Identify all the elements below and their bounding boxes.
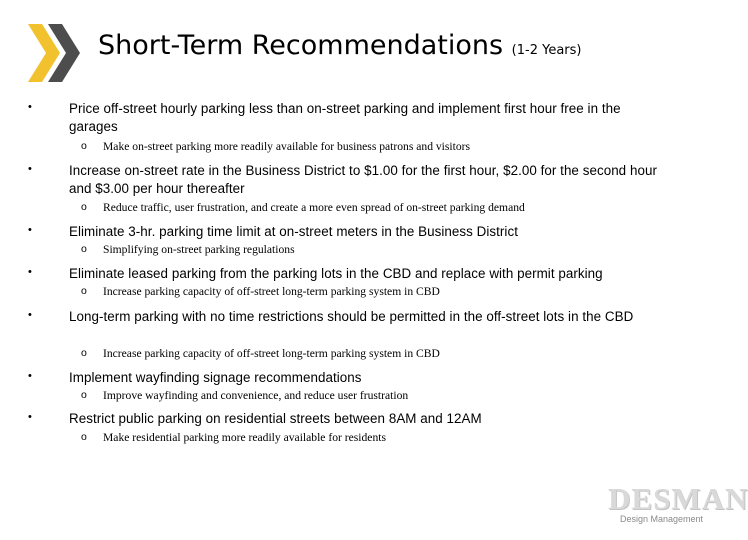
recommendation-text: Long-term parking with no time restrictions should be permitted in the off-street lots in the CBD xyxy=(69,309,634,324)
bullet-icon: • xyxy=(28,370,32,382)
recommendation-note: Increase parking capacity of off-street long-term parking system in CBD xyxy=(103,285,440,298)
recommendation-text: Restrict public parking on residential streets between 8AM and 12AM xyxy=(69,411,482,426)
sub-bullet-icon: o xyxy=(81,431,87,443)
title-main: Short-Term Recommendations xyxy=(98,30,504,61)
bullet-icon: • xyxy=(28,101,32,113)
recommendation-note: Reduce traffic, user frustration, and create a more even spread of on-street parking demand xyxy=(103,201,525,214)
sub-bullet-icon: o xyxy=(81,140,87,152)
recommendation-note: Simplifying on-street parking regulations xyxy=(103,243,295,256)
recommendation-note: Improve wayfinding and convenience, and reduce user frustration xyxy=(103,389,409,402)
bullet-icon: • xyxy=(28,411,32,423)
recommendation-note: Increase parking capacity of off-street long-term parking system in CBD xyxy=(103,347,440,360)
recommendation-note: Make residential parking more readily available for residents xyxy=(103,431,386,444)
sub-bullet-icon: o xyxy=(81,243,87,255)
bullet-icon: • xyxy=(28,309,32,321)
recommendation-note: Make on-street parking more readily available for business patrons and visitors xyxy=(103,140,471,153)
sub-bullet-icon: o xyxy=(81,389,87,401)
bullet-icon: • xyxy=(28,224,32,236)
logo-tagline: Design Management xyxy=(620,514,704,524)
title-subtitle: (1-2 Years) xyxy=(511,43,582,58)
recommendation-text: Price off-street hourly parking less than on-street parking and implement first hour free in the garages xyxy=(69,101,621,134)
recommendation-text: Increase on-street rate in the Business District to $1.00 for the first hour, $2.00 for the second hour and $3.00 per hour thereafter xyxy=(69,163,657,196)
sub-bullet-icon: o xyxy=(81,347,87,359)
sub-bullet-icon: o xyxy=(81,201,87,213)
bullet-icon: • xyxy=(28,266,32,278)
sub-bullet-icon: o xyxy=(81,285,87,297)
page-title xyxy=(98,30,581,61)
desman-logo xyxy=(608,481,748,528)
recommendation-text: Eliminate leased parking from the parking lots in the CBD and replace with permit parking xyxy=(69,266,603,281)
chevron-arrow-icon xyxy=(28,24,80,82)
recommendation-text: Eliminate 3-hr. parking time limit at on-street meters in the Business District xyxy=(69,224,518,239)
recommendation-text: Implement wayfinding signage recommendations xyxy=(69,370,362,385)
logo-wordmark: DESMAN xyxy=(608,481,748,516)
bullet-icon: • xyxy=(28,163,32,175)
